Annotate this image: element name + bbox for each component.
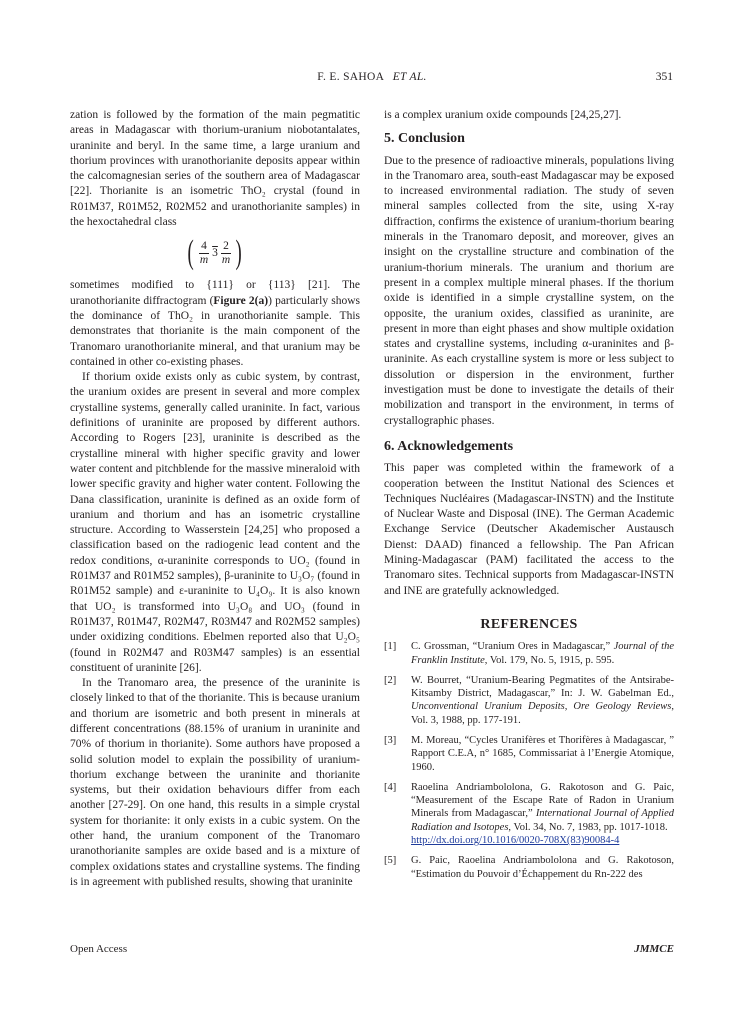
formula-right-paren: ) [235,234,242,272]
acknowledgements-heading: 6. Acknowledgements [384,438,514,454]
page-number: 351 [655,71,673,83]
running-head-etal: ET AL. [392,71,427,83]
acknowledgements-text: This paper was completed within the framework of a cooperation between the Institut National des Sciences et Techniques Nucléaires (Madagascar-INSTN) and the Institute of Nuclear Waste and Disposal (INE). The German Academic Exchange Service (Deutscher Akademischer Austausch Dienst: DAAD) financed a fellowship. The Pan African Mining-Madagascar (PAM) facilitated the access to the Tranomaro sites. Technical supports from Madagascar-INSTN and INE are gratefully acknowledged. [384,462,674,597]
paragraph-thorianite: zation is followed by the formation of the main pegmatitic areas in Madagascar with thorium-uranium niobotantalates, uraninite and beryl. In the same time, a large uranium and thorium provinces with uranothorianite deposits appear within the calcomagnesian series of the southern area of Madagascar [22]. Thorianite is an isometric ThO₂ crystal (found in R01M37, R01M52, R02M52 and uranothorianite samples) in the hexoctahedral class [70,109,360,229]
reference-number: [4] [384,781,397,793]
formula-denominator-1: m [199,253,209,266]
conclusion-heading: 5. Conclusion [384,131,465,147]
left-column [70,108,360,890]
formula-fraction-2 [220,240,232,267]
conclusion-text: Due to the presence of radioactive minerals, populations living in the Tranomaro area, south-east Madagascar may be exposed to increased environmental radiation. The study of seven mineral samples collected from the site, using X-ray diffraction, confirms the existence of uranium-thorium bearing minerals in the Tranomaro deposit, and moreover, gives an insight on the crystalline structure and combination of the uranium-thorium minerals. The uranium and thorium are present in a complex multiple mineral phases. If the thorium oxide is identified in a simple crystalline system, on the opposite, the uranium oxides, classified as uraninite, are present in more than eight phases and show multiple oxidation states and crystalline systems, including α-uraninites and β-uraninite. As each crystalline system is more or less subject to dissolution or dispersion in the environment, further investigation must be done to investigate the details of their mobilization and transport in the environment, in terms of crystallographic phases. [384,154,674,427]
right-column [384,108,674,888]
crystal-class-formula [70,234,360,272]
reference-number: [5] [384,855,397,867]
reference-text: W. Bourret, “Uranium-Bearing Pegmatites of the Antsirabe-Kitsamby District, Madagascar,” In: J. W. Gabelman Ed., Unconventional Uranium Deposits, Ore Geology Reviews, Vol. 3, 1988, pp. 177-191. [411,674,674,726]
formula-denominator-2: m [221,253,231,266]
reference-item [384,734,674,774]
reference-text: M. Moreau, “Cycles Uranifères et Thorifères à Madagascar, ” Rapport C.E.A, n° 1685, Commissariat à l’Energie Atomique, 1960. [411,734,674,773]
reference-item [384,674,674,727]
footer-open-access: Open Access [70,943,128,955]
reference-text: Raoelina Andriambololona, G. Rakotoson and G. Paic, “Measurement of the Escape Rate of Radon in Uranium Minerals from Madagascar,” International Journal of Applied Radiation and Isotopes, Vol. 34, No. 7, 1983, pp. 1017-1018. http://dx.doi.org/10.1016/0020-708X(83)90084-4 [411,781,675,847]
page-header [0,71,744,85]
formula-numerator-2: 2 [223,239,229,252]
formula-left-paren: ( [188,234,195,272]
formula-fraction-1 [198,240,210,267]
formula-bar-three: 3 [212,246,218,259]
running-head-authors: F. E. SAHOA [317,71,384,83]
formula-numerator-1: 4 [201,239,207,252]
paragraph-diffractogram: sometimes modified to {111} or {113} [21]. The uranothorianite diffractogram (Figure 2(a)) particularly shows the dominance of ThO₂ in uranothorianite sample. This demonstrates that thorianite is the main component of the Tranomaro uranothorianite mineral, and that uranium may be contained in other co-existing phases. [70,279,360,368]
references-heading: REFERENCES [480,616,578,632]
footer-journal: JMMCE [634,943,674,955]
reference-doi-link[interactable]: http://dx.doi.org/10.1016/0020-708X(83)90084-4 [411,835,620,847]
reference-item [384,854,674,881]
reference-number: [3] [384,734,397,746]
reference-text: C. Grossman, “Uranium Ores in Madagascar,” Journal of the Franklin Institute, Vol. 179, No. 5, 1915, p. 595. [411,641,674,666]
reference-number: [1] [384,641,397,653]
reference-text: G. Paic, Raoelina Andriambololona and G. Rakotoson, “Estimation du Pouvoir d’Échappement du Rn-222 des [411,855,674,880]
paragraph-continuation: is a complex uranium oxide compounds [24,25,27]. [384,109,622,121]
reference-item [384,640,674,667]
reference-number: [2] [384,674,397,686]
reference-item [384,781,674,847]
running-head [0,71,744,83]
paragraph-tranomaro-area: In the Tranomaro area, the presence of the uraninite is closely linked to that of the thorianite. This is because uranium and thorium are isometric and both present in minerals at different concentrations (88.15% of uranium in uraninite and 70% of thorium in thorianite). Some authors have proposed a solid solution model to explain the possibility of uranium-thorium exchange between the uraninite and thorianite systems, but their oxidation behaviours differ from each another [27-29]. On one hand, this results in a simple crystal system for thorianite: it only exists in a cubic system. On the other hand, the uranium component of the Tranomaro uranothorianite samples are oxide based and is a mixture of complex oxidations states and crystalline systems. The finding is in agreement with published results, showing that uraninite [70,677,360,888]
figure-reference: Figure 2(a) [213,294,269,307]
paragraph-uraninite-systems: If thorium oxide exists only as cubic system, by contrast, the uranium oxides are present in several and more complex crystalline systems, generally called uraninite. In fact, various definitions of uraninite are proposed by different authors. According to Rogers [23], uraninite is described as the crystalline mineral with higher specific gravity and lower water content and pitchblende for the massive mineraloid with lower specific gravity and higher water content. Following the Dana classification, uraninite is defined as an oxide form of uranium and thorium and has an isometric crystalline structure. According to Wasserstein [24,25] who proposed a classification based on the radiogenic lead content and the redox conditions, α-uraninite corresponds to UO₂ (found in R01M37 and R01M52 samples), β-uraninite to U₃O₇ (found in R01M52 sample) and ε-uraninite to U₄O₉. It is also known that UO₂ is transformed into U₃O₈ and UO₃ (found in R01M37, R01M47, R02M47, R03M47 and R02M52 samples) under oxidizing conditions. Ebelmen reported also that U₂O₅ (found in R02M47 and R03M47 samples) is an essential constituent of uraninite [26]. [70,371,360,674]
